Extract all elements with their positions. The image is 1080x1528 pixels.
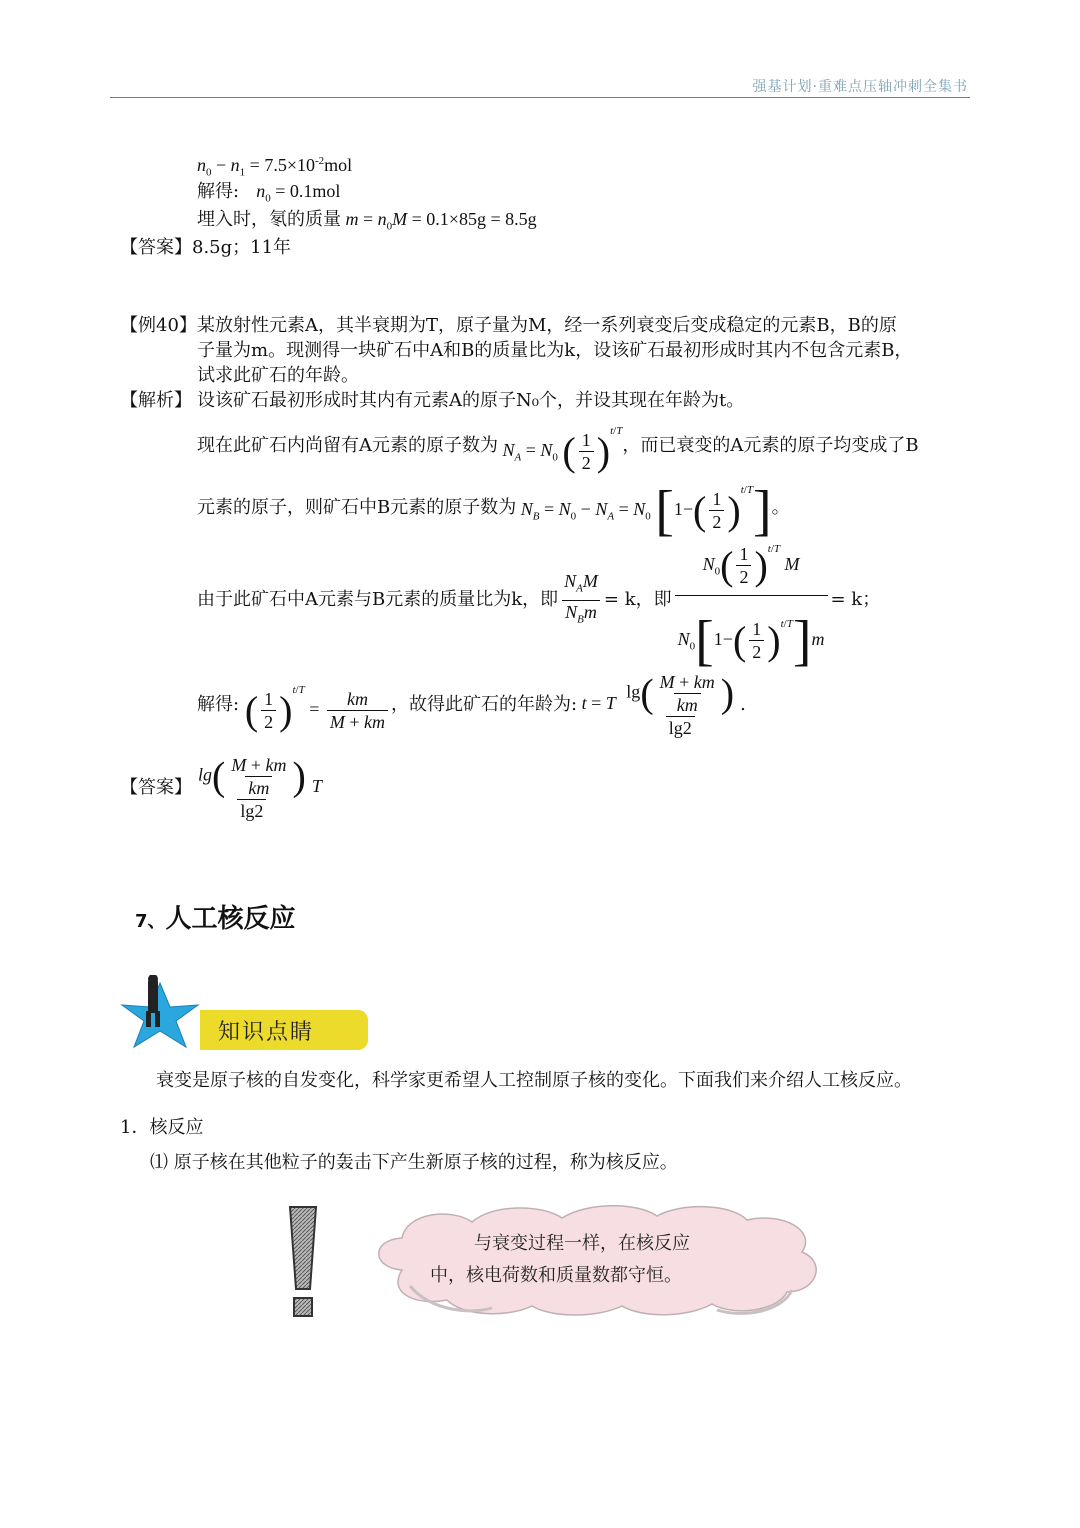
analysis-line-2: 现在此矿石内尚留有A元素的原子数为 $N_A = N_0$ ( $\frac{1}{2}$ )$^{t/T}$ ，而已衰变的A元素的原子均变成了B [197,418,919,474]
header-title: 强基计划·重难点压轴冲刺全集书 [752,79,968,95]
knowledge-intro: 衰变是原子核的自发变化，科学家更希望人工控制原子核的变化。下面我们来介绍人工核反应。 [156,1070,912,1091]
analysis-line-5: 解得: ( $\frac{1}{2}$ )$^{t/T}$ = $\frac{km}{M + km}$ ，故得此矿石的年龄为: t = T lg( $\frac{M + km}{km}$ ) lg2 . [197,670,746,738]
example-line-3: 试求此矿石的年龄。 [197,365,359,386]
formula-solved-power: ( $\frac{1}{2}$ )$^{t/T}$ = $\frac{km}{M + km}$ [245,677,391,733]
item-nuclear-reaction: 1．核反应 [120,1117,204,1138]
formula-nb: $N_B = N_0 - N_A = N_0$ [1−( $\frac{1}{2}$ )$^{t/T}$] [520,479,772,542]
knowledge-badge-label: 知识点睛 [218,1020,315,1045]
prev-answer: 【答案】8.5g；11年 [120,237,292,258]
formula-answer: lg( $\frac{M + km}{km}$ ) lg2 T [198,753,322,821]
analysis-line-4: 由于此矿石中A元素与B元素的质量比为k，即 $\frac{N_AM}{N_Bm}$ = k，即 $N_0$( $\frac{1}{2}$ )$^{t/T}$ M $N_0[1-$( $\frac{1}{2}$ )$^{t/T}$]m = k； [197,545,880,655]
formula-mass-ratio: $\frac{N_AM}{N_Bm}$ [561,570,601,630]
analysis-line-3: 元素的原子，则矿石中B元素的原子数为 $N_B = N_0 - N_A = N_0$ [1−( $\frac{1}{2}$ )$^{t/T}$] 。 [197,478,790,538]
note-text: 与衰变过程一样，在核反应 中，核电荷数和质量数都守恒。 [430,1233,690,1286]
equation-n0-n1: $n_0 - n_1 = 7.5\times 10^{-2}mol$ [197,155,353,179]
header-divider [110,97,970,98]
analysis-line-1: 设该矿石最初形成时其内有元素A的原子N₀个，并设其现在年龄为t。 [197,390,745,411]
example-line-1: 某放射性元素A，其半衰期为T，原子量为M，经一系列衰变后变成稳定的元素B，B的原 [197,315,897,336]
solve-n0: 解得: $n_0 = 0.1mol$ [197,181,341,205]
final-answer: 【答案】 lg( $\frac{M + km}{km}$ ) lg2 T [120,753,322,821]
item-definition: ⑴ 原子核在其他粒子的轰击下产生新原子核的过程，称为核反应。 [150,1152,678,1173]
exclamation-icon [286,1205,320,1320]
analysis-label: 【解析】 [120,390,192,411]
example-line-2: 子量为m。现测得一块矿石中A和B的质量比为k，设该矿石最初形成时其内不包含元素B， [197,340,913,361]
example-label: 【例40】 [120,315,197,336]
mass-equation: 埋入时，氡的质量 $m = n_0M = 0.1\times 85g = 8.5g$ [197,209,537,233]
formula-age: t = T lg( $\frac{M + km}{km}$ ) lg2 [581,670,735,738]
section-title: 7、人工核反应 [135,904,296,934]
formula-na: $N_A = N_0$ ( $\frac{1}{2}$ )$^{t/T}$ [502,424,623,474]
formula-full-ratio: $N_0$( $\frac{1}{2}$ )$^{t/T}$ M $N_0[1-$( $\frac{1}{2}$ )$^{t/T}$]m [675,526,828,674]
